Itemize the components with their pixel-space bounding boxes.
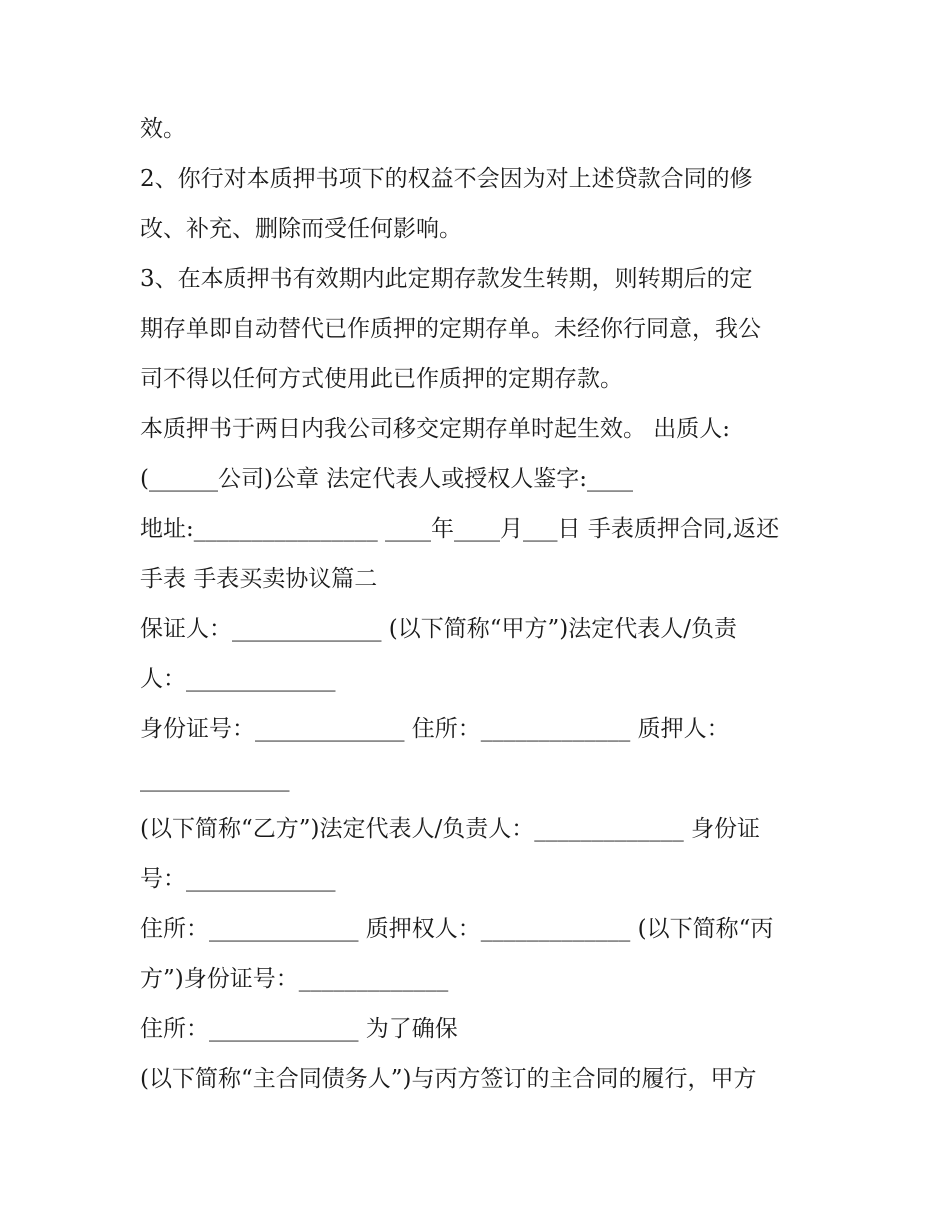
text-line: 住所：_____________ 为了确保 bbox=[140, 1016, 458, 1042]
text-line: 效。 bbox=[140, 116, 186, 142]
text-line: 改、补充、删除而受任何影响。 bbox=[140, 216, 462, 242]
text-line: 住所：_____________ 质押权人：_____________ (以下简称“丙 bbox=[140, 916, 774, 942]
text-line: 期存单即自动替代已作质押的定期存单。未经你行同意，我公 bbox=[140, 316, 761, 342]
text-line: 手表 手表买卖协议篇二 bbox=[140, 566, 378, 592]
text-line: 地址:________________ ____年____月___日 手表质押合同,返还 bbox=[140, 516, 780, 542]
text-line: 本质押书于两日内我公司移交定期存单时起生效。 出质人: bbox=[140, 416, 731, 442]
text-line: 号：_____________ bbox=[140, 866, 336, 892]
text-line: (以下简称“乙方”)法定代表人/负责人：_____________ 身份证 bbox=[140, 816, 761, 842]
text-line: (______公司)公章 法定代表人或授权人鉴字:____ bbox=[140, 466, 634, 492]
text-line: (以下简称“主合同债务人”)与丙方签订的主合同的履行，甲方 bbox=[140, 1066, 757, 1092]
text-line: 3、在本质押书有效期内此定期存款发生转期，则转期后的定 bbox=[140, 266, 753, 292]
text-line: 2、你行对本质押书项下的权益不会因为对上述贷款合同的修 bbox=[140, 166, 753, 192]
text-line: 身份证号：_____________ 住所：_____________ 质押人： bbox=[140, 716, 730, 742]
text-line: _____________ bbox=[140, 766, 290, 792]
text-line: 人：_____________ bbox=[140, 666, 336, 692]
document-body bbox=[140, 104, 820, 1104]
text-line: 方”)身份证号：_____________ bbox=[140, 966, 449, 992]
text-line: 司不得以任何方式使用此已作质押的定期存款。 bbox=[140, 366, 623, 392]
text-line: 保证人：_____________ (以下简称“甲方”)法定代表人/负责 bbox=[140, 616, 738, 642]
